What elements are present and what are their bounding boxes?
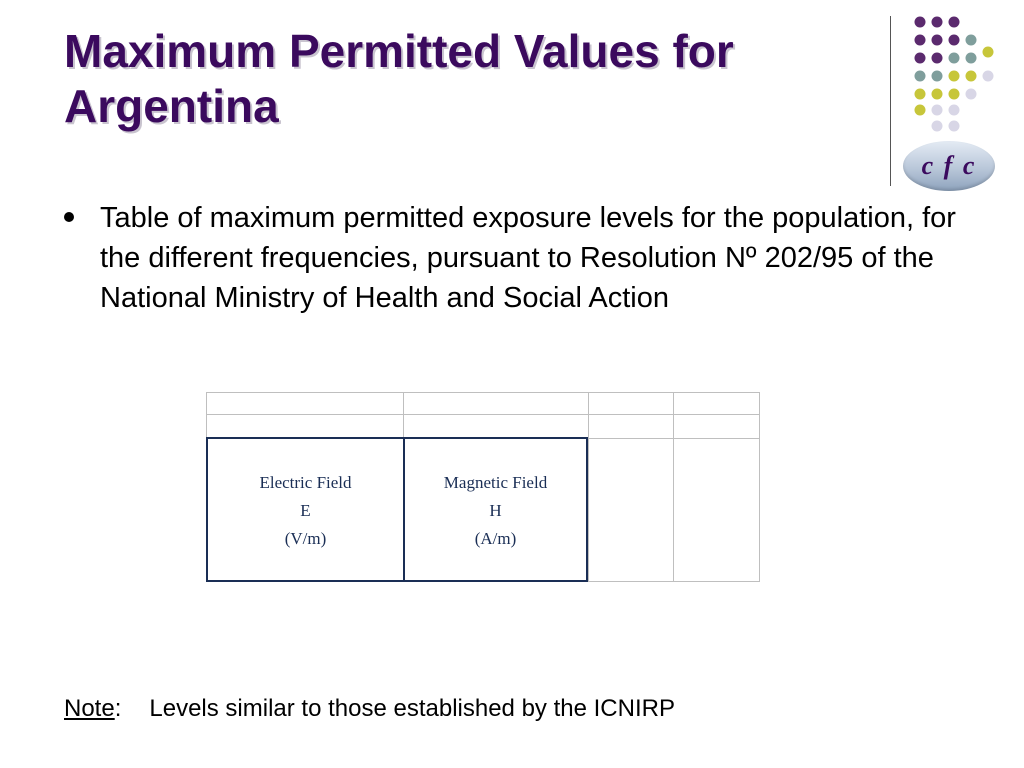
table-cell — [403, 392, 589, 415]
footnote — [64, 695, 675, 723]
slide-title: Maximum Permitted Values for Argentina — [64, 25, 734, 133]
table-cell — [588, 438, 674, 582]
header-symbol: E — [300, 501, 311, 520]
table-cell — [588, 414, 674, 439]
logo-dot — [983, 71, 994, 82]
logo-dot — [949, 53, 960, 64]
logo-dot — [949, 35, 960, 46]
logo-dot — [949, 105, 960, 116]
logo-dot — [932, 53, 943, 64]
logo-dot — [932, 35, 943, 46]
table-cell — [673, 438, 760, 582]
exposure-table — [206, 392, 760, 582]
logo-dot — [966, 71, 977, 82]
header-label: Electric Field — [259, 473, 352, 492]
note-separator: : — [114, 695, 122, 722]
logo-dot — [949, 17, 960, 28]
electric-field-header — [206, 469, 405, 553]
logo-dot — [966, 35, 977, 46]
table-cell — [206, 392, 404, 415]
logo-dot — [915, 53, 926, 64]
logo-dot — [949, 89, 960, 100]
header-label: Magnetic Field — [443, 473, 548, 492]
logo-dot — [932, 71, 943, 82]
bullet-dot — [64, 212, 74, 222]
table-cell — [403, 414, 589, 439]
logo-dot — [932, 17, 943, 28]
bullet-text: Table of maximum permitted exposure levels for the population, for the different frequencies, pursuant to Resolution Nº 202/95 of the National Ministry of Health and Social Action — [100, 202, 956, 314]
logo-dot — [915, 89, 926, 100]
cfc-logo — [903, 141, 995, 191]
logo-text: c f c — [921, 151, 977, 180]
logo-dot — [932, 105, 943, 116]
header-unit: (V/m) — [284, 529, 327, 548]
note-text: Levels similar to those established by the ICNIRP — [149, 695, 675, 722]
header-unit: (A/m) — [474, 529, 517, 548]
table-cell — [673, 392, 760, 415]
table-cell — [673, 414, 760, 439]
logo-dot — [966, 53, 977, 64]
logo-dot — [949, 121, 960, 132]
magnetic-field-header — [403, 469, 588, 553]
logo-dot — [932, 89, 943, 100]
logo-dot — [932, 121, 943, 132]
logo-dot — [915, 71, 926, 82]
logo-dot — [949, 71, 960, 82]
logo-dot — [983, 47, 994, 58]
logo-dot — [915, 35, 926, 46]
table-cell — [588, 392, 674, 415]
logo-dot — [915, 105, 926, 116]
logo-dot — [966, 89, 977, 100]
logo-dot — [915, 17, 926, 28]
note-label: Note — [64, 695, 115, 722]
table-cell — [206, 414, 404, 439]
header-symbol: H — [489, 501, 502, 520]
